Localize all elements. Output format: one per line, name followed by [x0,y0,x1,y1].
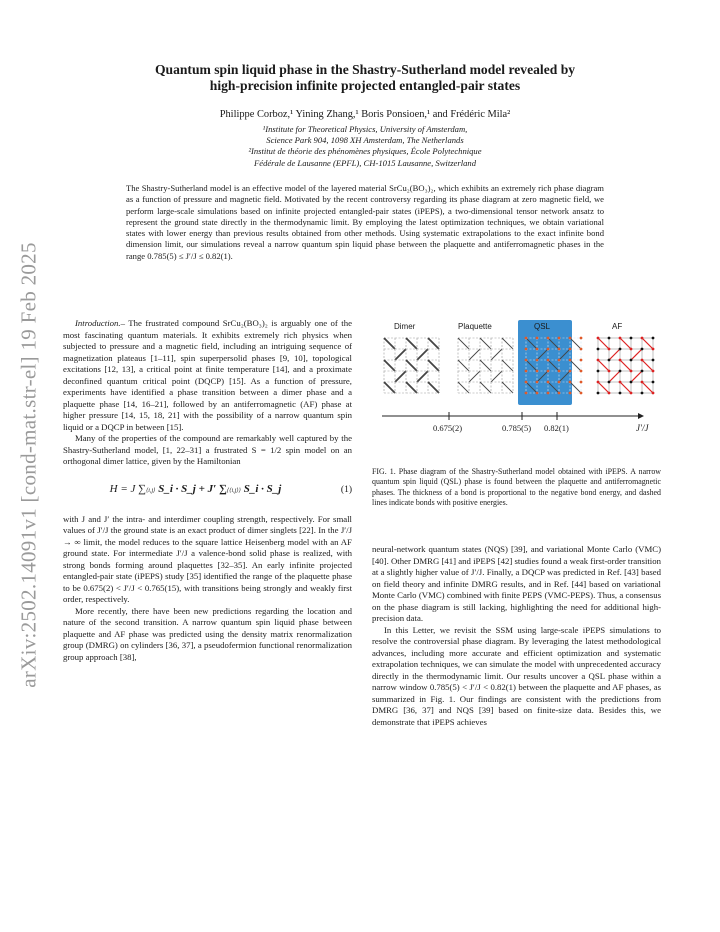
lattice-site [630,381,633,384]
paragraph: neural-network quantum states (NQS) [39], and variational Monte Carlo (VMC) [40]. Other DMRG [41] and iPEPS [42] studies found a weak first-order transition at a slightly higher value of J′/J. Finally, a DQCP was predicted in Ref. [43] based on field theory and infinite DMRG results, and in Ref. [44] based on variational Monte Carlo (VMC) combined with finite PEPS (VMC-PEPS). Thus, a consensus on the phase diagram is still lacking, highlighting the need for additional high-precision data. [372,544,661,623]
dimer-bond [598,360,609,371]
dimer-bond [631,371,642,382]
paragraph: with J and J′ the intra- and interdimer coupling strength, respectively. For small values of J′/J the ground state is an exact product of dimer singlets [22]. In the J′/J → ∞ limit, the model reduces to the square lattice Heisenberg model with an AF ground state. For intermediate J′/J a valence-bond solid phase is realized, with strong bonds forming around plaquettes [32–35]. An early infinite projected entangled-pair state (iPEPS) study [35] identified the range of the plaquette phase to be 0.675(2) < J′/J < 0.765(15), with transitions being strongly and weakly first order, respectively. [63,513,352,604]
affiliation-line: ²Institut de théorie des phénomènes physiques, École Polytechnique [248,146,482,157]
lattice-site [619,337,622,340]
lattice-site [641,348,644,351]
lattice-site [536,337,539,340]
dimer-bond [458,338,469,349]
lattice-site [558,370,561,373]
dimer-bond [642,338,653,349]
lattice-site [619,381,622,384]
lattice-site [619,348,622,351]
dimer-bond [406,338,417,349]
lattice-site [580,381,583,384]
lattice-site [641,392,644,395]
lattice-site [547,370,550,373]
lattice-site [641,359,644,362]
equation-number: (1) [340,484,352,495]
lattice-site [547,392,550,395]
section-heading: Introduction. [75,318,121,328]
dimer-bond [395,349,406,360]
dimer-bond [469,349,480,360]
lattice-site [536,359,539,362]
eq-subscript: ⟨i,j⟩ [145,487,156,494]
lattice-site [608,359,611,362]
lattice-site [619,392,622,395]
author-list: Philippe Corboz,¹ Yining Zhang,¹ Boris Ponsioen,¹ and Frédéric Mila² [219,109,511,120]
lattice-site [608,381,611,384]
dimer-bond [469,371,480,382]
eq-part: S_i · S_j [243,482,282,495]
lattice-site [641,370,644,373]
dimer-bond [631,349,642,360]
dimer-bond [598,338,609,349]
lattice-site [652,392,655,395]
eq-part: S_i · S_j + J′ ∑ [158,482,227,495]
dimer-bond [384,382,395,393]
affiliation-line: Fédérale de Lausanne (EPFL), CH-1015 Lausanne, Switzerland [254,157,476,168]
dimer-bond [598,382,609,393]
phase-label-dimer: Dimer [394,322,416,331]
paragraph: In this Letter, we revisit the SSM using large-scale iPEPS simulations to resolve the controversial phase diagram. By leveraging the latest methodological advances, including more accurate and efficient optimization and systematic extrapolation techniques, we can simulate the model with unprecedented accuracy directly in the thermodynamic limit. Our results uncover a QSL phase within a narrow window 0.785(5) < J′/J < 0.82(1) between the plaquette and AF phases, as summarized in Fig. 1. Our findings are consistent with the predictions from DMRG [36, 37] and NQS [39] based on finite-size data. Besides this, we demonstrate that iPEPS achieves [372,624,661,727]
tick-label: 0.675(2) [433,423,463,433]
figure-caption: FIG. 1. Phase diagram of the Shastry-Sutherland model obtained with iPEPS. A narrow quantum spin liquid (QSL) phase is found between the plaquette and antiferromagnetic phases. The thickness of a bond is proportional to the negative bond energy, and dashed lines indicate bonds with positive energies. [372,467,661,507]
lattice-site [652,381,655,384]
lattice-site [630,337,633,340]
title-line-1: Quantum spin liquid phase in the Shastry-Sutherland model revealed by [154,62,576,77]
lattice-site [580,359,583,362]
lattice-site [525,392,528,395]
dimer-bond [502,382,513,393]
lattice-site [652,370,655,373]
dimer-bond [642,382,653,393]
lattice-site [580,392,583,395]
lattice-site [536,392,539,395]
lattice-site [641,337,644,340]
paper-title [100,62,630,94]
phase-label-plaquette: Plaquette [458,322,492,331]
lattice-site [569,359,572,362]
dimer-bond [609,349,620,360]
dimer-bond [480,360,491,371]
paragraph: More recently, there have been new predictions regarding the location and nature of the second transition. A narrow quantum spin liquid phase between plaquette and AF phase was predicted using the density matrix renormalization group (DMRG) on cylinders [36, 37], a pseudofermion functional renormalization group approach [38], [63,605,352,662]
dimer-bond [620,382,631,393]
lattice-site [525,348,528,351]
lattice-site [558,359,561,362]
lattice-site [630,370,633,373]
dimer-bond [384,338,395,349]
lattice-site [525,359,528,362]
dimer-bond [502,360,513,371]
lattice-site [597,337,600,340]
lattice-site [608,392,611,395]
lattice-site [569,348,572,351]
hamiltonian-equation [63,471,352,511]
dimer-bond [428,360,439,371]
lattice-site [608,370,611,373]
lattice-site [630,392,633,395]
eq-part: H = J ∑ [109,482,146,495]
left-column [63,318,352,663]
dimer-bond [480,382,491,393]
lattice-site [525,337,528,340]
dimer-bond [428,338,439,349]
lattice-site [558,337,561,340]
lattice-site [619,359,622,362]
phase-diagram-graphic [372,316,662,456]
dimer-bond [395,371,406,382]
dimer-bond [502,338,513,349]
dimer-bond [642,360,653,371]
lattice-site [597,348,600,351]
dimer-bond [417,371,428,382]
lattice-site [547,337,550,340]
lattice-site [630,348,633,351]
lattice-site [630,359,633,362]
affiliation-line: ¹Institute for Theoretical Physics, University of Amsterdam, [262,124,468,134]
lattice-site [536,370,539,373]
dimer-bond [491,349,502,360]
axis-arrow-icon [638,413,644,419]
lattice-site [597,381,600,384]
phase-label-qsl: QSL [534,322,551,331]
dimer-bond [480,338,491,349]
tick-label: 0.82(1) [544,423,569,433]
lattice-site [547,381,550,384]
lattice-site [525,370,528,373]
phase-label-af: AF [612,322,623,331]
affiliations [100,124,630,169]
dimer-bond [406,360,417,371]
dimer-bond [491,371,502,382]
title-line-2: high-precision infinite projected entangled-pair states [209,78,521,93]
lattice-site [641,381,644,384]
dimer-bond [458,360,469,371]
lattice-site [619,370,622,373]
lattice-site [652,337,655,340]
lattice-site [580,348,583,351]
paragraph: Many of the properties of the compound are remarkably well captured by the Shastry-Sutherland model, [1, 22–31] a frustrated S = 1/2 spin model on an orthogonal dimer lattice, given by the Hamiltonian [63,433,352,466]
dimer-bond [428,382,439,393]
lattice-site [569,392,572,395]
dimer-bond [417,349,428,360]
lattice-site [536,348,539,351]
lattice-site [580,337,583,340]
lattice-site [597,392,600,395]
eq-subscript: ⟨⟨i,j⟩⟩ [226,487,241,494]
lattice-site [597,370,600,373]
lattice-site [569,370,572,373]
axis-label: J′/J [636,423,649,433]
dimer-bond [620,360,631,371]
affiliation-line: Science Park 904, 1098 XH Amsterdam, The Netherlands [266,135,464,146]
dimer-bond [406,382,417,393]
lattice-site [547,359,550,362]
abstract: The Shastry-Sutherland model is an effective model of the layered material SrCu₂(BO₃)₂, which exhibits an extremely rich phase diagram as a function of pressure and magnetic field. Motivated by the recent controversy regarding its phase diagram at zero magnetic field, we perform large-scale simulations based on infinite projected entangled-pair states (iPEPS), a two-dimensional tensor network ansatz to represent the ground state directly in the thermodynamic limit. By employing the latest optimization techniques, we obtain variational states with lower energy than previous results obtained from other methods. Using systematic extrapolations to the exact infinite bond dimension limit, our simulations reveal a narrow quantum spin liquid phase between the plaquette and antiferromagnetic phases in the range 0.785(5) ≤ J′/J ≤ 0.82(1). [126,183,604,261]
right-column [372,544,661,728]
dimer-bond [609,371,620,382]
lattice-site [652,359,655,362]
lattice-site [597,359,600,362]
lattice-site [569,381,572,384]
lattice-site [608,348,611,351]
tick-label: 0.785(5) [502,423,532,433]
lattice-site [558,348,561,351]
dimer-bond [458,382,469,393]
lattice-site [536,381,539,384]
lattice-site [558,381,561,384]
lattice-site [569,337,572,340]
dimer-bond [620,338,631,349]
lattice-site [652,348,655,351]
lattice-site [525,381,528,384]
phase-diagram-figure [372,316,662,456]
lattice-site [608,337,611,340]
lattice-site [547,348,550,351]
arxiv-side-stamp: arXiv:2502.14091v1 [cond-mat.str-el] 19 Feb 2025 [16,242,41,688]
dimer-bond [384,360,395,371]
lattice-site [580,370,583,373]
intro-paragraph: Introduction.– The frustrated compound SrCu₂(BO₃)₂ is arguably one of the most fascinating quantum materials. It exhibits extremely rich physics when subjected to pressure and a magnetic field, including an intriguing sequence of magnetization plateaus [1–11], spin superpersolid phases [9, 10], topological excitations [12, 13], a critical point at finite temperature [14], and a proximate deconfined quantum critical point (DQCP) [15]. As a function of pressure, experiments have identified a phase transition between a dimer phase and a plaquette phase [14, 16–21], followed by an antiferromagnetic (AF) phase at higher pressure [14, 15, 18, 21] with the possibility of a narrow quantum spin liquid or a DQCP in between [15]. [63,318,352,432]
lattice-site [558,392,561,395]
